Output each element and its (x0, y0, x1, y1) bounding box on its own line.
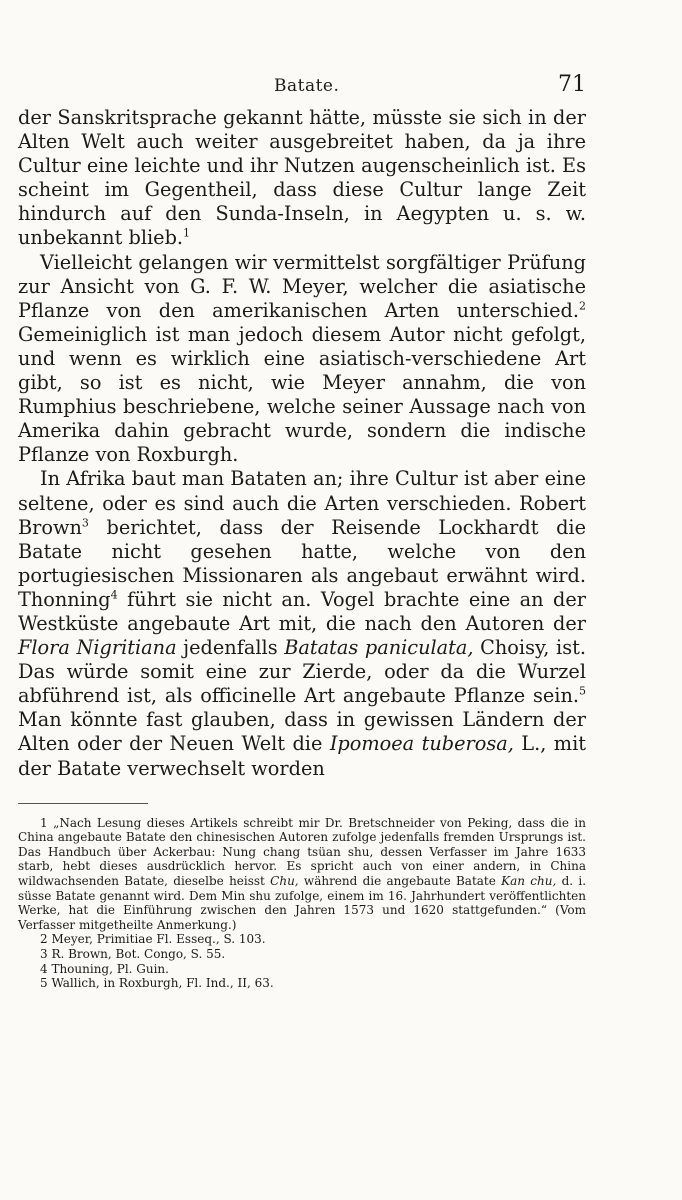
paragraph (18, 467, 586, 780)
text-run: Man könnte fast glauben, dass in gewissen Ländern der Alten oder der Neuen Welt die (18, 708, 586, 756)
text-run: während die angebaute Batate (298, 874, 502, 888)
text-run: 4 Thouning, Pl. Guin. (40, 961, 169, 976)
footnote-marker: 5 (579, 684, 586, 698)
italic-text: Chu, (270, 874, 299, 888)
text-run: In Afrika baut man Bataten an; ihre Cultur ist aber eine seltene, oder es sind auch die Arten verschieden. Robert Brown (18, 467, 586, 539)
italic-text: Ipomoea tuberosa, (329, 732, 514, 756)
text-run: führt sie nicht an. Vogel brachte eine an der Westküste angebaute Art mit, die nach den Autoren der (18, 587, 586, 635)
footnote (18, 816, 586, 933)
text-run: Vielleicht gelangen wir vermittelst sorgfältiger Prüfung zur Ansicht von G. F. W. Meyer, welcher die asiatische Pflanze von den amerikanischen Arten unterschied. (18, 250, 586, 322)
text-run: Choisy, ist. Das würde somit eine zur Zierde, oder da die Wurzel abführend ist, als officinelle Art angebaute Pflanze sein. (18, 636, 586, 708)
paragraph (18, 106, 586, 251)
page-number: 71 (558, 72, 586, 97)
text-run: berichtet, dass der Reisende Lockhardt die Batate nicht gesehen hatte, welche von den portugiesischen Missionaren als angebaut erwähnt wird. Thonning (18, 515, 586, 611)
italic-text: Flora Nigritiana (18, 636, 177, 660)
running-title: Batate. (274, 76, 340, 96)
book-page (18, 70, 586, 991)
text-run: 2 Meyer, Primitiae Fl. Esseq., S. 103. (40, 932, 266, 947)
footnote (18, 976, 586, 991)
footnote (18, 962, 586, 977)
text-run: Gemeiniglich ist man jedoch diesem Autor nicht gefolgt, und wenn es wirklich eine asiatisch-verschiedene Art gibt, so ist es nicht, wie Meyer annahm, die von Rumphius beschriebene, welche seiner Aussage nach von Amerika dahin gebracht wurde, sondern die indische Pflanze von Roxburgh. (18, 322, 586, 467)
italic-text: Batatas paniculata, (284, 636, 474, 660)
main-text (18, 106, 586, 781)
page-header (18, 70, 586, 106)
text-run: 1 „Nach Lesung dieses Artikels schreibt mir Dr. Bretschneider von Peking, dass die in China angebaute Batate den chinesischen Autoren zufolge jedenfalls fremden Ursprungs ist. Das Handbuch über Ackerbau: Nung chang tsüan shu, dessen Verfasser im Jahre 1633 starb, hebt dieses ausdrücklich hervor. Es spricht auch von einer andern, in China wildwachsenden Batate, dieselbe heisst (18, 815, 586, 888)
paragraph (18, 251, 586, 468)
text-run: d. i. süsse Batate genannt wird. Dem Min shu zufolge, einem im 16. Jahrhundert veröffentlichten Werke, hat die Einführung zwischen den Jahren 1573 und 1620 stattgefunden.“ (Vom Verfasser mitgetheilte Anmerkung.) (18, 874, 587, 932)
text-run: 3 R. Brown, Bot. Congo, S. 55. (40, 946, 226, 961)
footnotes (18, 816, 586, 991)
footnote (18, 932, 586, 947)
footnote-divider (18, 803, 148, 804)
footnote-marker: 3 (81, 516, 89, 530)
text-run: der Sanskritsprache gekannt hätte, müsste sie sich in der Alten Welt auch weiter ausgebreitet haben, da ja ihre Cultur eine leichte und ihr Nutzen augenscheinlich ist. Es scheint im Gegentheil, dass diese Cultur lange Zeit hindurch auf den Sunda-Inseln, in Aegypten u. s. w. unbekannt blieb. (18, 106, 586, 250)
text-run: 5 Wallich, in Roxburgh, Fl. Ind., II, 63. (40, 976, 274, 991)
footnote-marker: 1 (183, 227, 191, 241)
footnote-marker: 2 (579, 299, 586, 313)
footnote (18, 947, 586, 962)
footnote-marker: 4 (110, 588, 118, 602)
text-run: jedenfalls (176, 636, 285, 660)
italic-text: Kan chu, (501, 874, 557, 888)
text-run: L., mit der Batate verwechselt worden (18, 732, 586, 780)
